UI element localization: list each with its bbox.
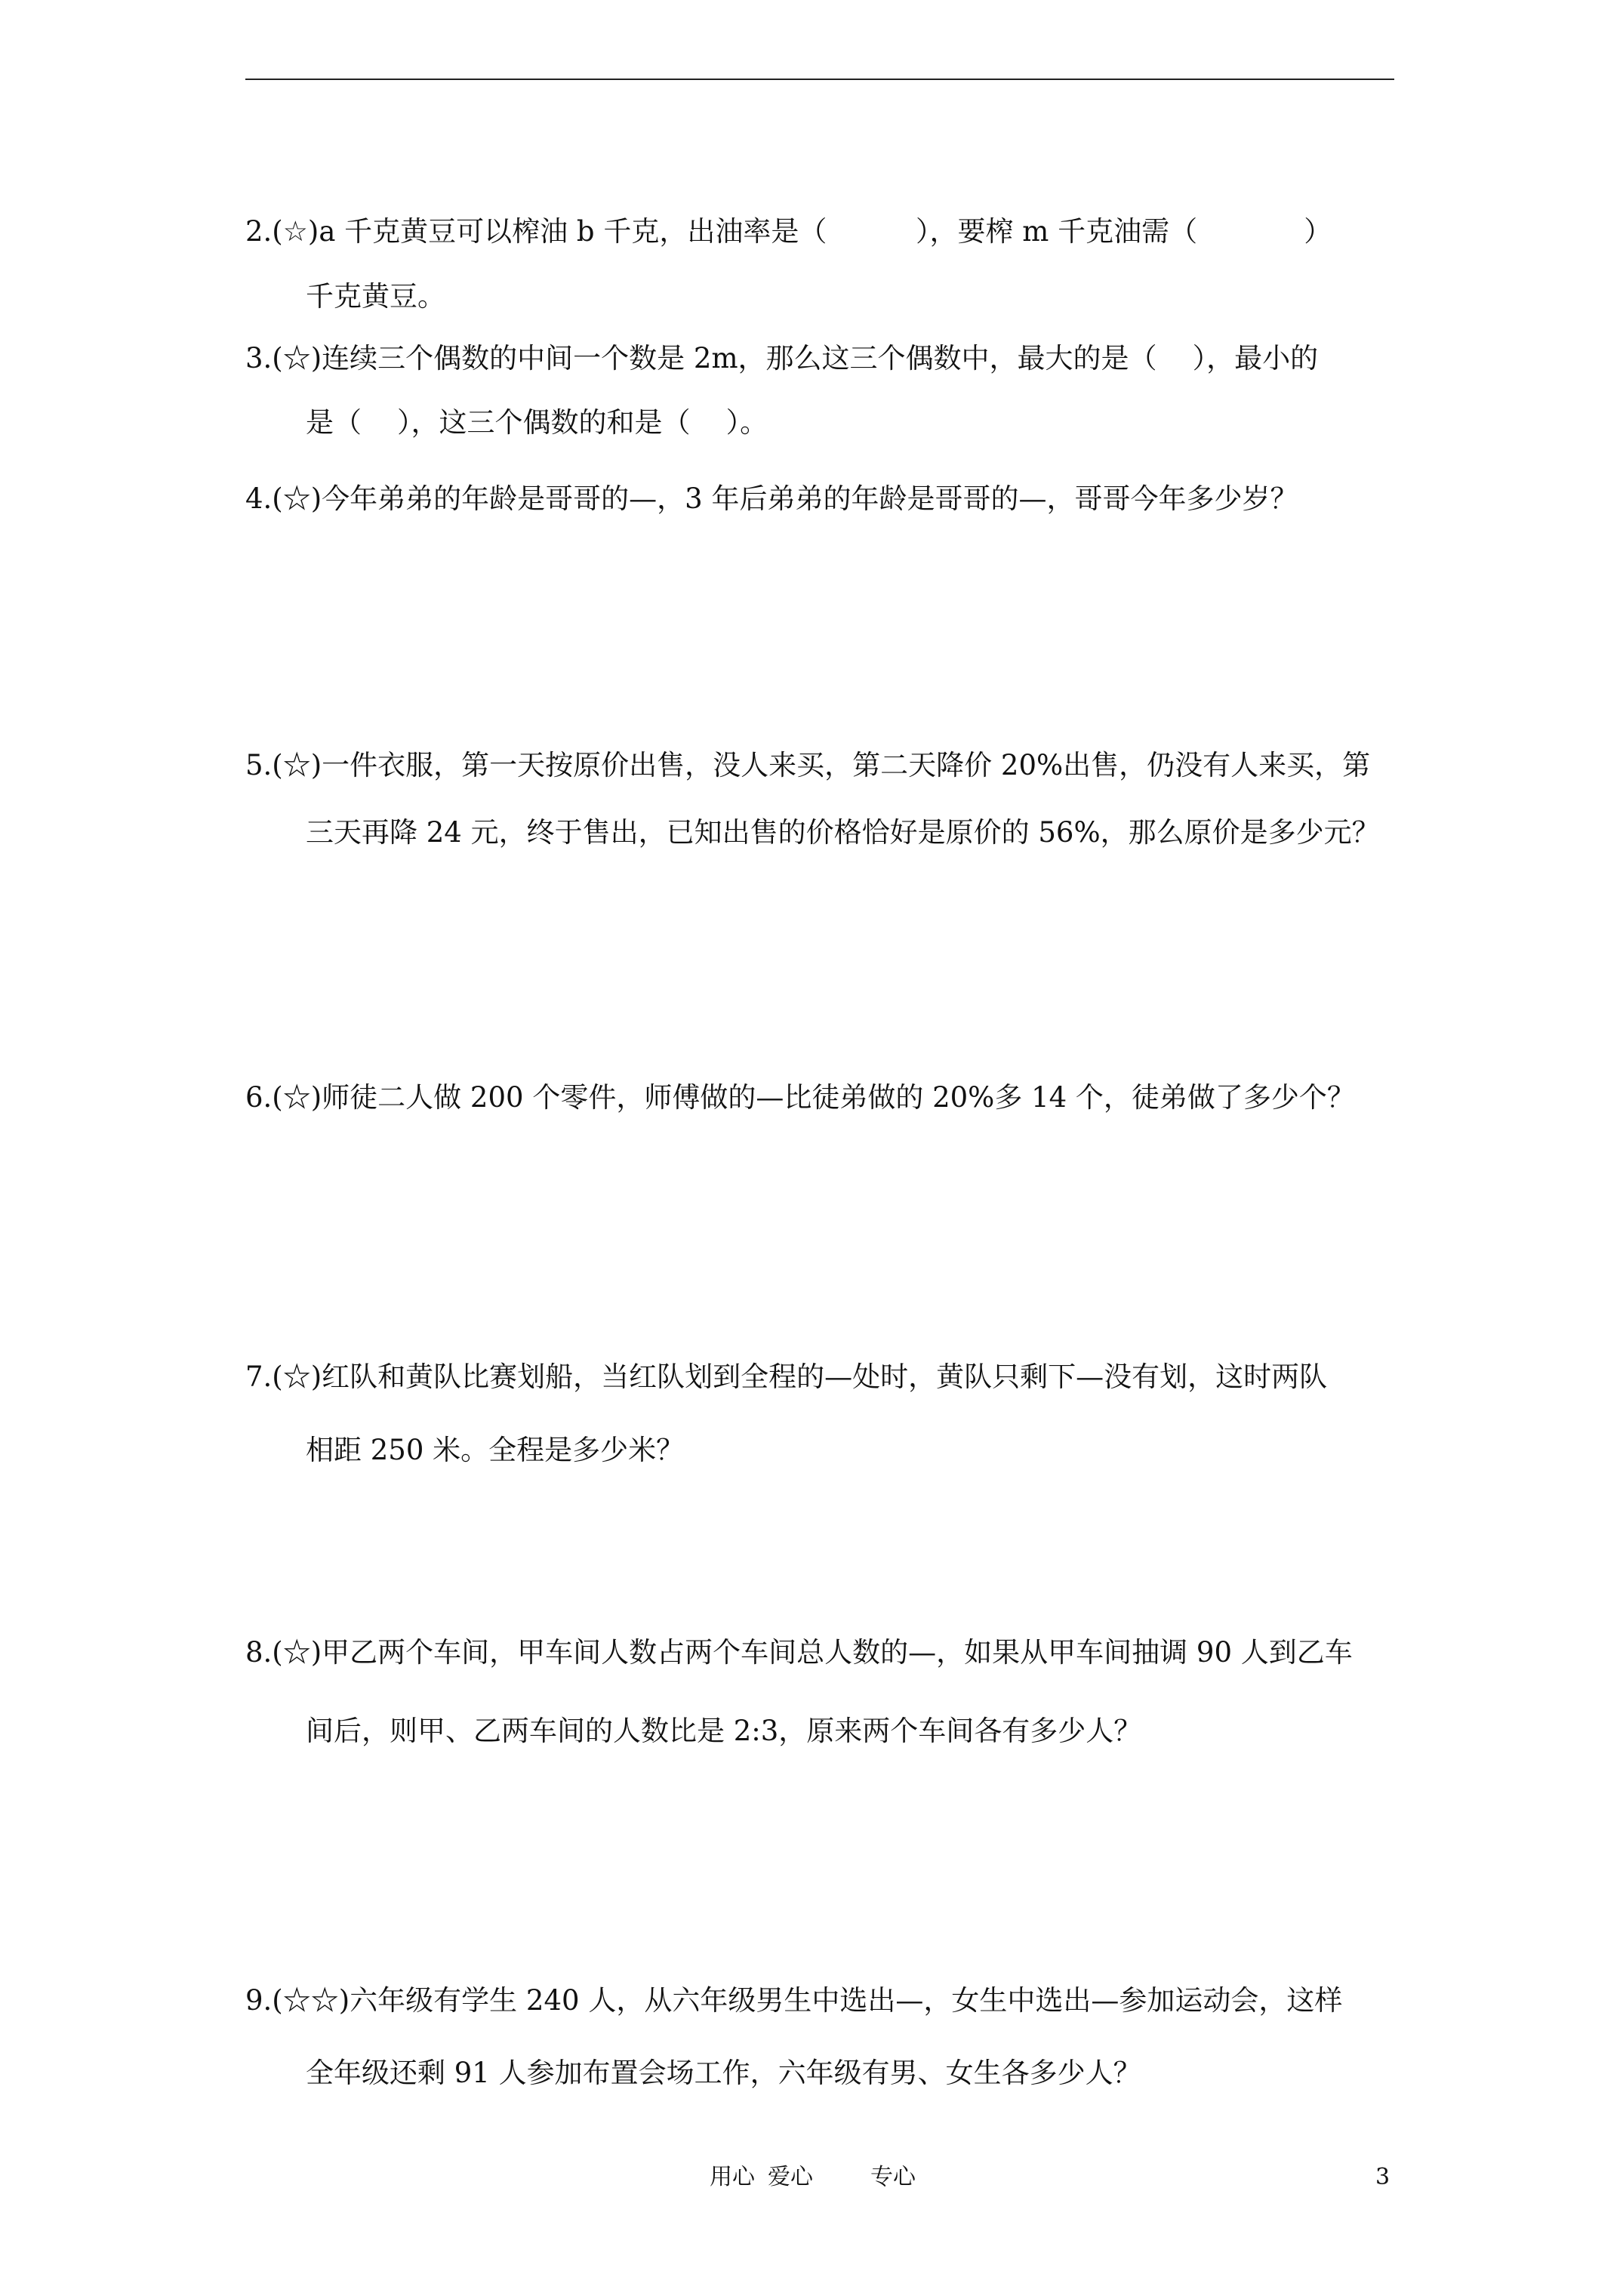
q7-line2: 相距 250 米。全程是多少米？ <box>306 1434 685 1466</box>
q8-line2: 间后，则甲、乙两车间的人数比是 2:3，原来两个车间各有多少人？ <box>306 1715 1142 1747</box>
header-rule <box>245 79 1394 80</box>
page-number: 3 <box>1375 2164 1390 2190</box>
footer-motto-3: 专心 <box>870 2164 916 2190</box>
q2-line1: 2.(☆)a 千克黄豆可以榨油 b 千克，出油率是（ ），要榨 m 千克油需（ ） <box>245 215 1332 248</box>
footer-motto-2: 爱心 <box>768 2164 813 2190</box>
q4-line1: 4.(☆)今年弟弟的年龄是哥哥的—，3 年后弟弟的年龄是哥哥的—，哥哥今年多少岁？ <box>245 482 1298 515</box>
q9-line2: 全年级还剩 91 人参加布置会场工作，六年级有男、女生各多少人？ <box>306 2057 1141 2089</box>
footer-motto-1: 用心 <box>710 2164 755 2190</box>
q3-line1: 3.(☆)连续三个偶数的中间一个数是 2m，那么这三个偶数中，最大的是（ ），最小的 <box>245 342 1319 374</box>
q8-line1: 8.(☆)甲乙两个车间，甲车间人数占两个车间总人数的—，如果从甲车间抽调 90 人到乙车 <box>245 1636 1353 1669</box>
q5-line2: 三天再降 24 元，终于售出，已知出售的价格恰好是原价的 56%，那么原价是多少元？ <box>306 816 1380 849</box>
q6-line1: 6.(☆)师徒二人做 200 个零件，师傅做的—比徒弟做的 20%多 14 个，徒弟做了多少个？ <box>245 1081 1355 1114</box>
q7-line1: 7.(☆)红队和黄队比赛划船，当红队划到全程的—处时，黄队只剩下—没有划，这时两队 <box>245 1361 1328 1393</box>
q5-line1: 5.(☆)一件衣服，第一天按原价出售，没人来买，第二天降价 20%出售，仍没有人来买，第 <box>245 749 1371 781</box>
q3-line2: 是（ ），这三个偶数的和是（ ）。 <box>306 406 768 439</box>
q9-line1: 9.(☆☆)六年级有学生 240 人，从六年级男生中选出—，女生中选出—参加运动会，这样 <box>245 1984 1343 2017</box>
q2-line2: 千克黄豆。 <box>306 280 445 313</box>
